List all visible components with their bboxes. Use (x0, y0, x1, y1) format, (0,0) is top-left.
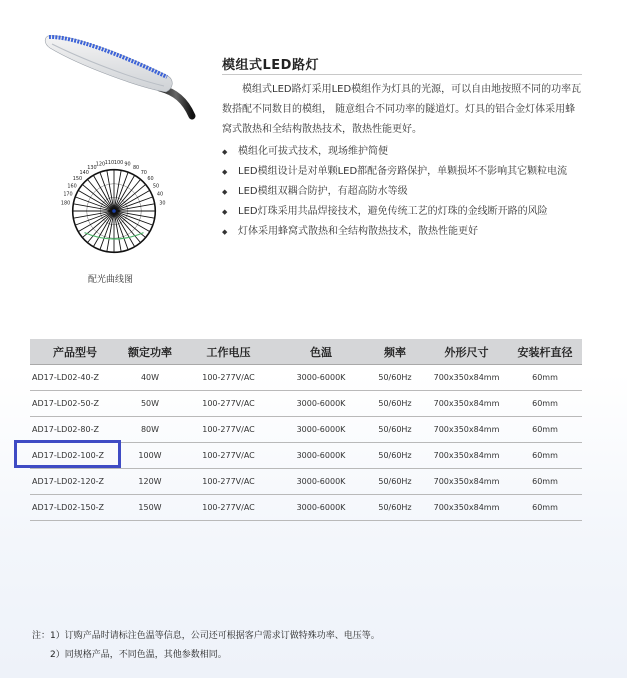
cell-frequency: 50/60Hz (365, 365, 425, 391)
cell-dimensions: 700x350x84mm (425, 495, 508, 521)
cell-power: 120W (120, 469, 180, 495)
col-header-power: 额定功率 (120, 339, 180, 365)
cell-model: AD17-LD02-50-Z (30, 391, 120, 417)
table-row (30, 495, 582, 521)
cell-pole-diameter: 60mm (508, 417, 582, 443)
cell-power: 40W (120, 365, 180, 391)
feature-item: ◆ LED灯珠采用共晶焊接技术，避免传统工艺的灯珠的金线断开路的风险 (222, 202, 592, 222)
cell-voltage: 100-277V/AC (180, 443, 277, 469)
polar-tick-label: 150 (72, 176, 83, 183)
cell-color-temp: 3000-6000K (277, 391, 365, 417)
col-header-frequency: 频率 (365, 339, 425, 365)
table-row (30, 417, 582, 443)
cell-color-temp: 3000-6000K (277, 417, 365, 443)
cell-color-temp: 3000-6000K (277, 365, 365, 391)
cell-frequency: 50/60Hz (365, 443, 425, 469)
spec-table (30, 339, 582, 521)
cell-power: 100W (120, 443, 180, 469)
note-2: 2）同规格产品，不同色温，其他参数相同。 (50, 650, 227, 660)
cell-voltage: 100-277V/AC (180, 469, 277, 495)
polar-tick-label: 110 (104, 160, 115, 167)
cell-voltage: 100-277V/AC (180, 495, 277, 521)
note-1: 注：1）订购产品时请标注色温等信息，公司还可根据客户需求订做特殊功率、电压等。 (32, 631, 380, 641)
cell-model: AD17-LD02-120-Z (30, 469, 120, 495)
cell-voltage: 100-277V/AC (180, 417, 277, 443)
cell-dimensions: 700x350x84mm (425, 469, 508, 495)
polar-tick-label: 30 (159, 200, 166, 207)
feature-item: ◆ 灯体采用蜂窝式散热和全结构散热技术，散热性能更好 (222, 222, 592, 242)
table-row (30, 365, 582, 391)
cell-model: AD17-LD02-40-Z (30, 365, 120, 391)
polar-tick-label: 170 (63, 191, 73, 198)
polar-center (112, 209, 116, 213)
polar-tick-label: 40 (156, 191, 164, 198)
cell-dimensions: 700x350x84mm (425, 417, 508, 443)
cell-power: 80W (120, 417, 180, 443)
cell-pole-diameter: 60mm (508, 495, 582, 521)
feature-item: ◆ LED模组设计是对单颗LED都配备旁路保护，单颗损坏不影响其它颗粒电流 (222, 162, 592, 182)
notes (32, 627, 380, 665)
cell-frequency: 50/60Hz (365, 391, 425, 417)
cell-power: 150W (120, 495, 180, 521)
cell-dimensions: 700x350x84mm (425, 443, 508, 469)
col-header-voltage: 工作电压 (180, 339, 277, 365)
polar-tick-label: 120 (95, 161, 106, 168)
cell-voltage: 100-277V/AC (180, 365, 277, 391)
cell-dimensions: 700x350x84mm (425, 365, 508, 391)
feature-item: ◆ 模组化可拔式技术，现场维护简便 (222, 142, 592, 162)
polar-tick-label: 180 (60, 200, 71, 207)
polar-tick-label: 50 (152, 183, 160, 190)
cell-pole-diameter: 60mm (508, 443, 582, 469)
polar-tick-label: 160 (67, 183, 77, 190)
cell-pole-diameter: 60mm (508, 365, 582, 391)
cell-model: AD17-LD02-80-Z (30, 417, 120, 443)
street-lamp-image (40, 26, 200, 126)
cell-color-temp: 3000-6000K (277, 495, 365, 521)
product-description: 模组式LED路灯采用LED模组作为灯具的光源，可以自由地按照不同的功率瓦数搭配不同数目的模组， 随意组合不同功率的隧道灯。灯具的铝合金灯体采用蜂窝式散热和全结构散热技术，散热性能更好。 (222, 84, 582, 135)
selection-highlight-box (14, 440, 121, 468)
polar-tick-label: 140 (79, 169, 89, 176)
polar-tick-label: 130 (87, 165, 97, 172)
polar-tick-label: 60 (147, 176, 154, 183)
table-header-row (30, 339, 582, 365)
cell-power: 50W (120, 391, 180, 417)
cell-model: AD17-LD02-150-Z (30, 495, 120, 521)
col-header-model: 产品型号 (30, 339, 120, 365)
cell-pole-diameter: 60mm (508, 391, 582, 417)
title-divider (222, 74, 582, 75)
cell-color-temp: 3000-6000K (277, 443, 365, 469)
table-row (30, 391, 582, 417)
feature-item: ◆ LED模组双耦合防护，有超高防水等级 (222, 182, 592, 202)
polar-tick-label: 100 (113, 160, 124, 167)
col-header-pole-diameter: 安装杆直径 (508, 339, 582, 365)
table-row (30, 469, 582, 495)
cell-pole-diameter: 60mm (508, 469, 582, 495)
col-header-color-temp: 色温 (277, 339, 365, 365)
cell-frequency: 50/60Hz (365, 417, 425, 443)
polar-tick-label: 90 (124, 161, 131, 168)
cell-color-temp: 3000-6000K (277, 469, 365, 495)
cell-model: AD17-LD02-100-Z (30, 443, 120, 469)
cell-frequency: 50/60Hz (365, 469, 425, 495)
product-title: 模组式LED路灯 (222, 58, 319, 73)
feature-list (222, 142, 592, 242)
cell-voltage: 100-277V/AC (180, 391, 277, 417)
light-distribution-chart (55, 152, 173, 270)
cell-frequency: 50/60Hz (365, 495, 425, 521)
polar-tick-label: 70 (140, 169, 147, 176)
polar-caption: 配光曲线图 (88, 275, 134, 285)
polar-tick-label: 80 (132, 165, 140, 172)
col-header-dimensions: 外形尺寸 (425, 339, 508, 365)
cell-dimensions: 700x350x84mm (425, 391, 508, 417)
